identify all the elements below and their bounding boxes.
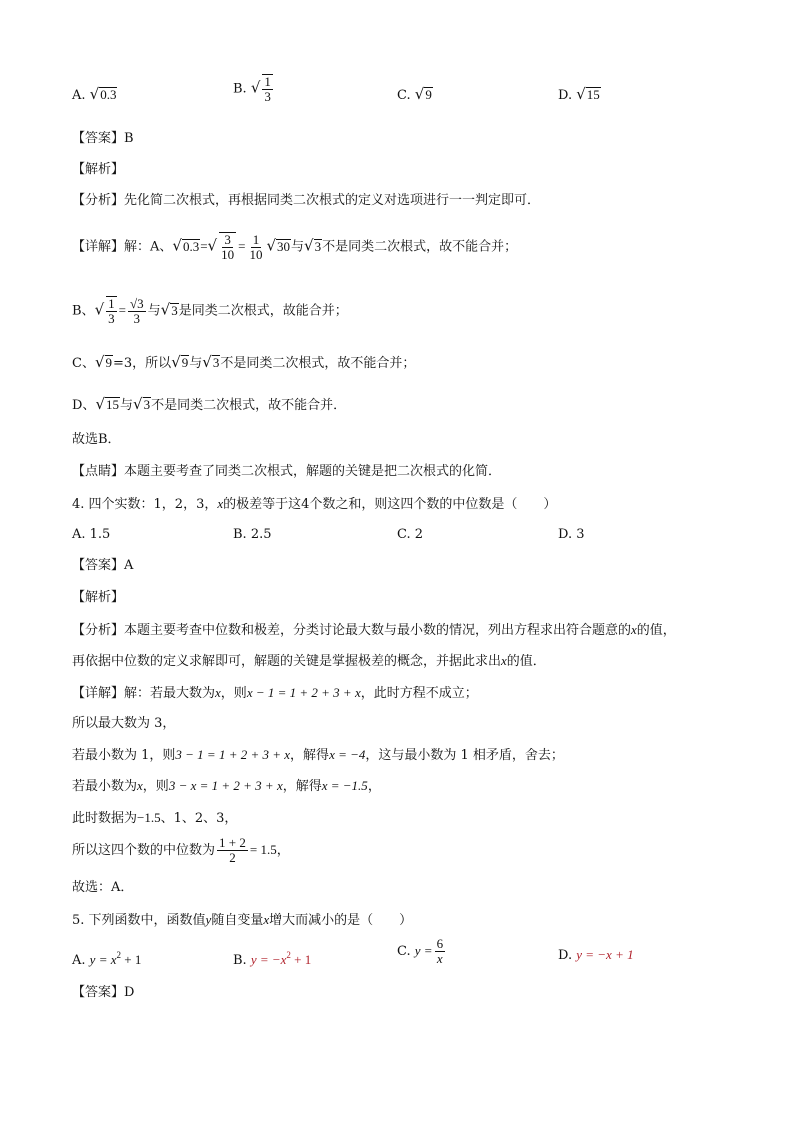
- q4-detail-2: 所以最大数为 3，: [72, 716, 176, 731]
- q4-stem: 4. 四个实数：1，2，3，x的极差等于这4个数之和，则这四个数的中位数是（ ）: [72, 496, 557, 512]
- q5-option-d: D. y = −x + 1: [558, 947, 634, 963]
- q4-option-a: A. 1.5: [72, 527, 111, 542]
- fraction: $\frac{1}{3}$: [264, 74, 271, 104]
- option-label: A.: [72, 88, 86, 103]
- q4-detail-6: 所以这四个数的中位数为 $\frac{1 + 2}{2}$ = 1.5，: [72, 835, 290, 865]
- q5-option-c: C. y = $\frac{6}{x}$: [397, 936, 444, 966]
- q3-jiexi: 【解析】: [72, 162, 125, 177]
- q4-detail-3: 若最小数为 1，则3 − 1 = 1 + 2 + 3 + x，解得x = −4，这与最小数为 1 相矛盾，舍去；: [72, 747, 564, 763]
- q4-detail-1: 【详解】解：若最大数为x，则x − 1 = 1 + 2 + 3 + x，此时方程不成立；: [72, 685, 478, 701]
- fraction: $\frac{√3}{3}$: [129, 295, 144, 326]
- q3-detail-a: 【详解】解：A、√0.3=√ $\frac{3}{10}$ = $\frac{1}{10}$ √30与√3不是同类二次根式，故不能合并；: [72, 231, 518, 262]
- option-label: B.: [233, 81, 247, 97]
- radical-sign: √: [250, 78, 261, 97]
- radicand: 9: [425, 87, 432, 102]
- q3-detail-b: B、√ $\frac{1}{3}$ = $\frac{√3}{3}$ 与√3是同类二次根式，故能合并；: [72, 295, 348, 326]
- q3-detail-d: D、√15与√3不是同类二次根式，故不能合并．: [72, 395, 347, 413]
- q4-detail-4: 若最小数为x，则3 − x = 1 + 2 + 3 + x，解得x = −1.5，: [72, 778, 381, 794]
- option-label: C.: [397, 88, 411, 103]
- q4-option-b: B. 2.5: [233, 527, 272, 542]
- q3-answer: 【答案】B: [72, 131, 134, 146]
- q4-choose: 故选：A．: [72, 880, 134, 895]
- q3-detail-c: C、√9=3，所以√9与√3不是同类二次根式，故不能合并；: [72, 353, 416, 371]
- q5-option-a: A. $y = x^2 + 1$: [72, 950, 142, 968]
- option-label: D.: [558, 88, 573, 103]
- q3-option-a: [72, 86, 117, 104]
- q4-answer: 【答案】A: [72, 558, 134, 573]
- q4-option-c: C. 2: [397, 527, 424, 542]
- radical-sign: √: [576, 85, 586, 103]
- fraction: $\frac{1}{10}$: [249, 231, 263, 262]
- q3-option-b: [233, 74, 275, 104]
- radicand: 0.3: [100, 87, 117, 102]
- radical-sign: √: [414, 85, 425, 103]
- fraction: $\frac{1 + 2}{2}$: [219, 835, 246, 865]
- fraction: $\frac{1}{3}$: [108, 296, 115, 326]
- q5-answer: 【答案】D: [72, 985, 135, 1000]
- q3-dianjing: 【点睛】本题主要考查了同类二次根式，解题的关键是把二次根式的化简．: [72, 464, 502, 479]
- q4-option-d: D. 3: [558, 527, 585, 542]
- q5-stem: 5. 下列函数中，函数值y随自变量x增大而减小的是（ ）: [72, 912, 413, 928]
- q4-detail-5: 此时数据为−1.5、1、2、3，: [72, 810, 238, 826]
- q4-jiexi: 【解析】: [72, 590, 125, 605]
- q3-choose: 故选B．: [72, 432, 121, 447]
- q5-option-b: B. $y = -x^2 + 1$: [233, 950, 312, 968]
- radical-sign: √: [89, 85, 100, 103]
- q4-fenxi-2: 再依据中位数的定义求解即可，解题的关键是掌握极差的概念，并据此求出x的值．: [72, 653, 546, 669]
- q3-fenxi: 【分析】先化简二次根式，再根据同类二次根式的定义对选项进行一一判定即可．: [72, 193, 541, 208]
- fraction: $\frac{3}{10}$: [221, 232, 235, 262]
- fraction: $\frac{6}{x}$: [436, 936, 444, 966]
- q3-option-d: [558, 86, 601, 104]
- q3-option-c: [397, 86, 433, 104]
- q4-fenxi: 【分析】本题主要考查中位数和极差，分类讨论最大数与最小数的情况，列出方程求出符合题意的x的值，: [72, 622, 676, 638]
- radicand: 15: [586, 87, 600, 102]
